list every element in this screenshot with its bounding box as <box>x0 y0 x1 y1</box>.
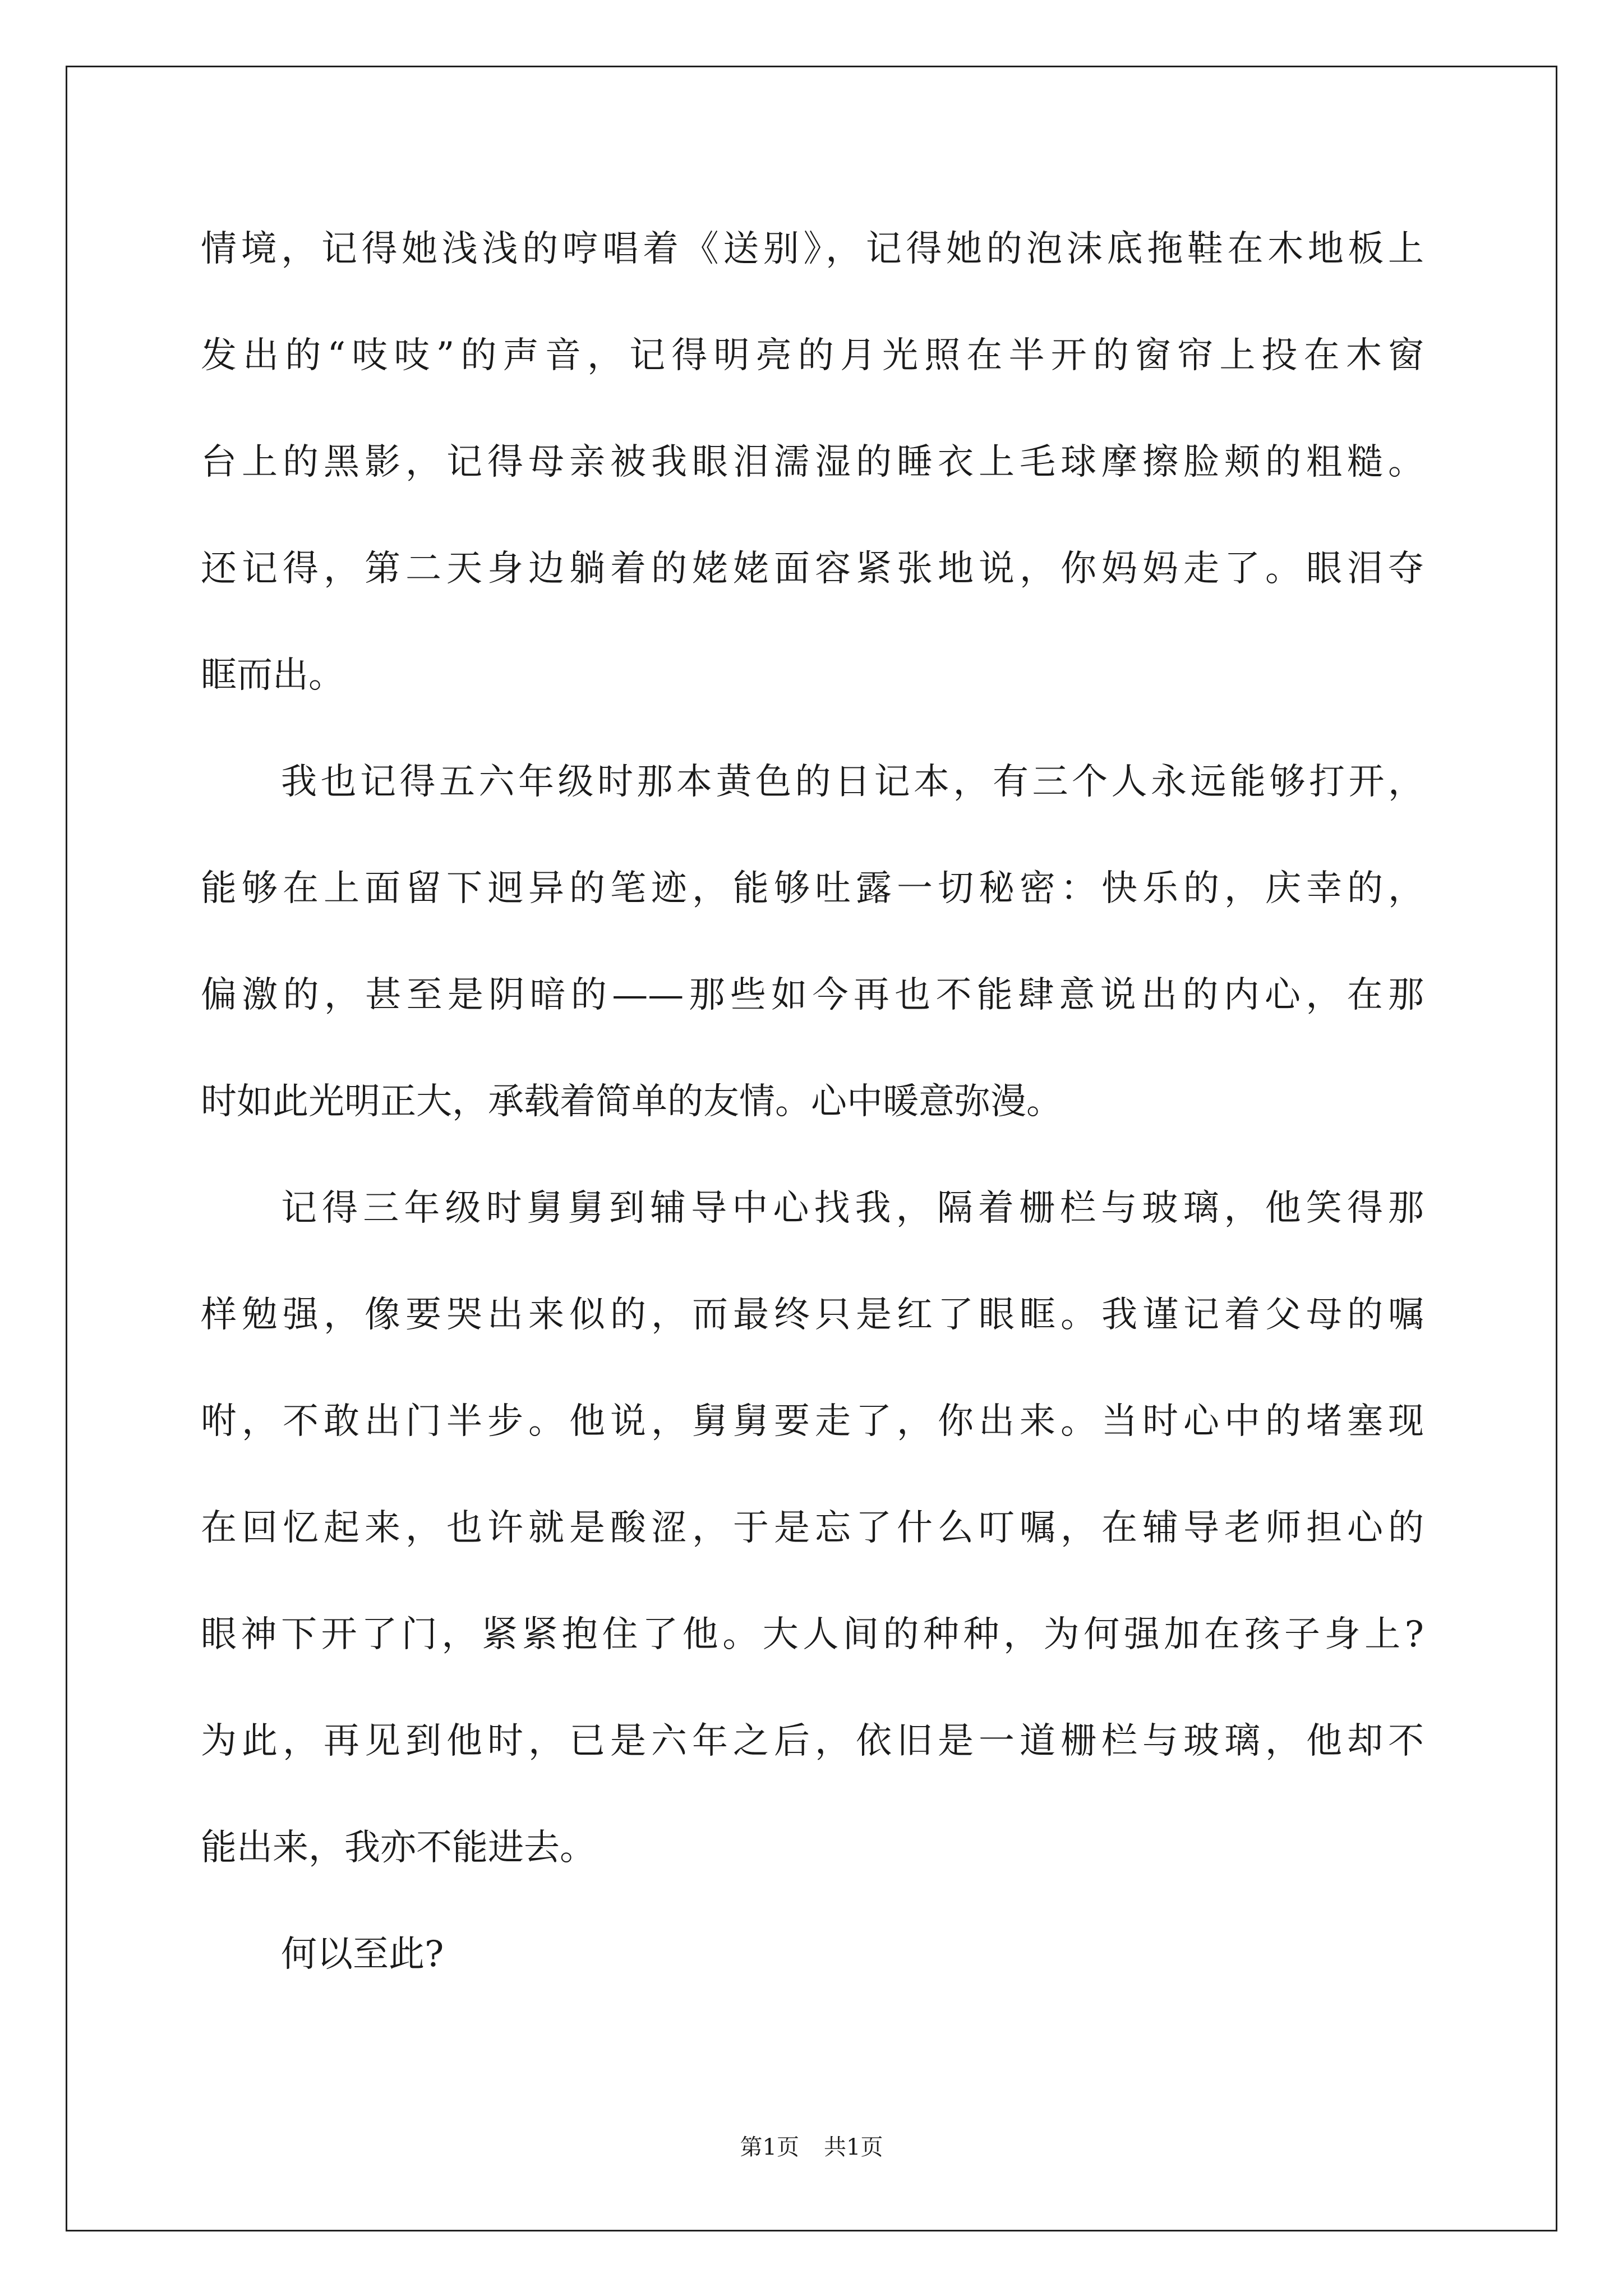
text-line: 何以至此? <box>281 1934 444 1975</box>
text-line: 样勉强，像要哭出来似的，而最终只是红了眼眶。我谨记着父母的嘱 <box>201 1294 1424 1336</box>
text-line: 还记得，第二天身边躺着的姥姥面容紧张地说，你妈妈走了。眼泪夺 <box>201 548 1424 590</box>
text-line: 能够在上面留下迥异的笔迹，能够吐露一切秘密：快乐的，庆幸的， <box>201 868 1424 909</box>
text-line: 偏激的，甚至是阴暗的——那些如今再也不能肆意说出的内心，在那 <box>201 974 1424 1016</box>
paragraph <box>201 196 1424 729</box>
document-body <box>201 196 1424 2008</box>
text-line: 能出来，我亦不能进去。 <box>201 1827 596 1869</box>
text-line: 记得三年级时舅舅到辅导中心找我，隔着栅栏与玻璃，他笑得那 <box>281 1188 1424 1229</box>
text-line: 时如此光明正大，承载着简单的友情。心中暖意弥漫。 <box>201 1081 1062 1122</box>
text-line: 在回忆起来，也许就是酸涩，于是忘了什么叮嘱，在辅导老师担心的 <box>201 1507 1424 1549</box>
text-line: 眶而出。 <box>201 655 344 696</box>
paragraph <box>201 729 1424 1155</box>
text-line: 发出的“吱吱”的声音，记得明亮的月光照在半开的窗帘上投在木窗 <box>201 335 1424 376</box>
text-line: 情境，记得她浅浅的哼唱着《送别》，记得她的泡沫底拖鞋在木地板上 <box>201 228 1424 270</box>
text-line: 眼神下开了门，紧紧抱住了他。大人间的种种，为何强加在孩子身上? <box>201 1614 1424 1655</box>
text-line: 咐，不敢出门半步。他说，舅舅要走了，你出来。当时心中的堵塞现 <box>201 1401 1424 1442</box>
paragraph <box>201 1901 1424 2008</box>
page-footer <box>0 2132 1623 2163</box>
text-line: 我也记得五六年级时那本黄色的日记本，有三个人永远能够打开， <box>281 761 1424 803</box>
text-line: 台上的黑影，记得母亲被我眼泪濡湿的睡衣上毛球摩擦脸颊的粗糙。 <box>201 441 1424 483</box>
page-number: 第1页 <box>740 2134 799 2160</box>
page-total: 共1页 <box>824 2134 883 2160</box>
text-line: 为此，再见到他时，已是六年之后，依旧是一道栅栏与玻璃，他却不 <box>201 1720 1424 1762</box>
paragraph <box>201 1155 1424 1901</box>
